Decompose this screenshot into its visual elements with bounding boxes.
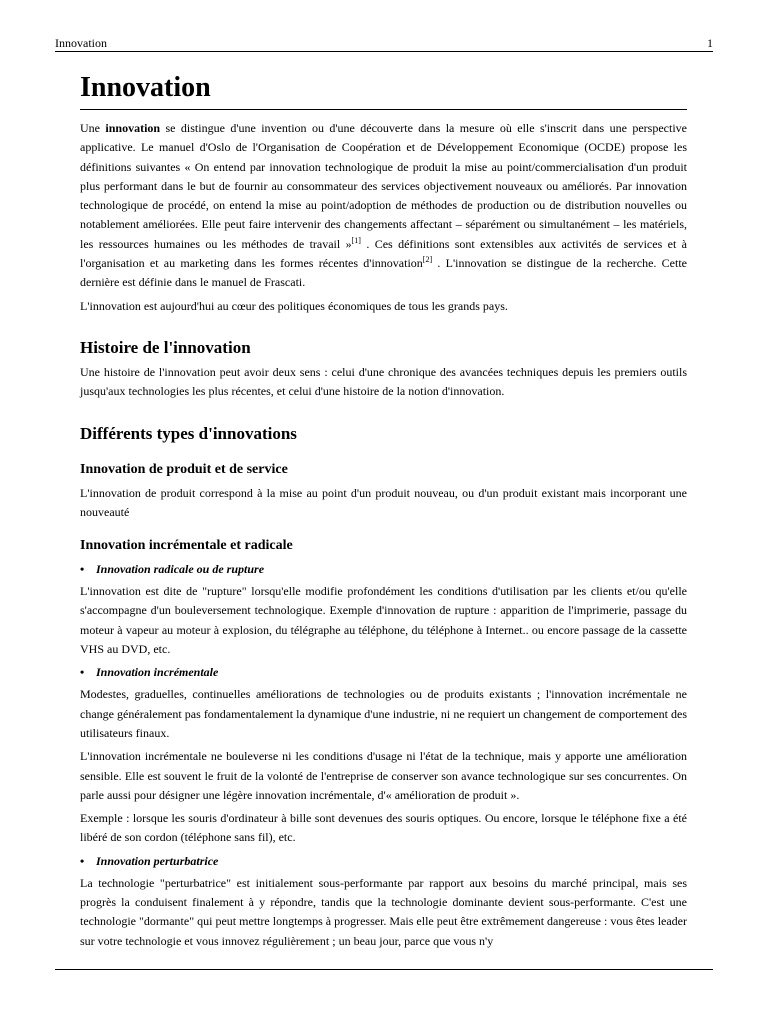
bullet-perturbatrice-title: Innovation perturbatrice [96, 853, 219, 868]
bullet-dot-icon: • [80, 665, 85, 680]
incrementale-paragraph-1: Modestes, graduelles, continuelles améliorations de technologies ou de produits existants ; l'innovation incrémentale ne change généralement pas fondamentalement la dynamique d'une industrie, ni ne requiert un changement de comportement des utilisateurs finaux. [80, 687, 687, 740]
section-heading-histoire: Histoire de l'innovation [80, 337, 251, 357]
intro-paragraph [80, 119, 687, 293]
bullet-dot-icon: • [80, 853, 85, 868]
histoire-paragraph: Une histoire de l'innovation peut avoir deux sens : celui d'une chronique des avancées techniques depuis les premiers outils jusqu'aux technologies les plus récentes, et celui d'une histoire de la notion d'innovation. [80, 364, 687, 399]
running-header [55, 36, 713, 52]
bullet-radicale [80, 560, 687, 578]
intro-text-2: . Ces définitions sont extensibles aux activités de services et à l'organisation et au marketing dans les formes récentes d'innovation [80, 236, 687, 271]
intro-paragraph-2: L'innovation est aujourd'hui au cœur des politiques économiques de tous les grands pays. [80, 298, 508, 313]
intro-text-start: Une [80, 121, 106, 135]
bullet-incrementale-title: Innovation incrémentale [96, 665, 219, 680]
subsection-heading-produit: Innovation de produit et de service [80, 461, 288, 477]
incrementale-paragraph-3: Exemple : lorsque les souris d'ordinateur à bille sont devenues des souris optiques. Ou encore, lorsque le téléphone fixe a été libéré de son cordon (téléphone sans fil), etc. [80, 811, 687, 845]
intro-text-3: . L'innovation se distingue de la recherche. Cette dernière est définie dans le manuel de Frascati. [80, 256, 687, 290]
section-heading-types: Différents types d'innovations [80, 423, 297, 443]
intro-text-1: se distingue d'une invention ou d'une découverte dans la mesure où elle s'inscrit dans une perspective applicative. Le manuel d'Oslo de l'Organisation de Coopération et de Développement Economique (OCDE) propose les définitions suivantes « On entend par innovation technologique de produit la mise au point/commercialisation d'un produit plus performant dans le but de fournir au consommateur des services objectivement nouveaux ou améliorés. Par innovation technologique de procédé, on entend la mise au point/adoption de méthodes de production ou de distribution nouvelles ou notablement améliorées. Elle peut faire intervenir des changements affectant – séparément ou simultanément – les matériels, les ressources humaines ou les méthodes de travail » [80, 121, 687, 251]
incrementale-paragraph-2: L'innovation incrémentale ne bouleverse ni les conditions d'usage ni l'état de la technique, mais y apporte une amélioration sensible. Elle est souvent le fruit de la volonté de l'entreprise de conserver son avance technologique sur ses concurrentes. On parle aussi pour désigner une légère innovation incrémentale, d'« amélioration de produit ». [80, 749, 687, 802]
reference-link-1[interactable]: [1] [351, 235, 361, 245]
header-title: Innovation [55, 36, 107, 50]
bullet-dot-icon: • [80, 562, 85, 577]
perturbatrice-paragraph: La technologie "perturbatrice" est initialement sous-performante par rapport aux besoins du marché principal, mais ses progrès la conduisent finalement à y répondre, tandis que la technologie dominante devient sous-performante. C'est une technologie "dormante" qui peut mettre longtemps à progresser. Mais elle peut être extrêmement dangereuse : vous êtes leader sur votre technologie et vous innovez régulièrement ; un beau jour, parce que vous n'y [80, 875, 687, 948]
produit-paragraph: L'innovation de produit correspond à la mise au point d'un produit nouveau, ou d'un produit existant mais incorporant une nouveauté [80, 485, 687, 519]
page-number: 1 [707, 36, 713, 50]
page-title: Innovation [80, 70, 687, 110]
subsection-heading-incrementale-radicale: Innovation incrémentale et radicale [80, 538, 293, 554]
bullet-incrementale [80, 663, 687, 681]
bullet-radicale-title: Innovation radicale ou de rupture [96, 562, 265, 577]
intro-bold-term: innovation [105, 121, 161, 135]
article-body [80, 70, 687, 955]
reference-link-2[interactable]: [2] [422, 255, 433, 265]
radicale-paragraph: L'innovation est dite de "rupture" lorsqu'elle modifie profondément les conditions d'utilisation par les clients et/ou qu'elle s'accompagne d'un bouleversement technologique. Exemple d'innovation de rupture : apparition de l'imprimerie, passage du moteur à vapeur au moteur à explosion, du télégraphe au téléphone, du téléphone à Internet.. ou encore passage de la cassette VHS au DVD, etc. [80, 584, 687, 657]
footer-rule [55, 969, 713, 970]
bullet-perturbatrice [80, 852, 687, 870]
